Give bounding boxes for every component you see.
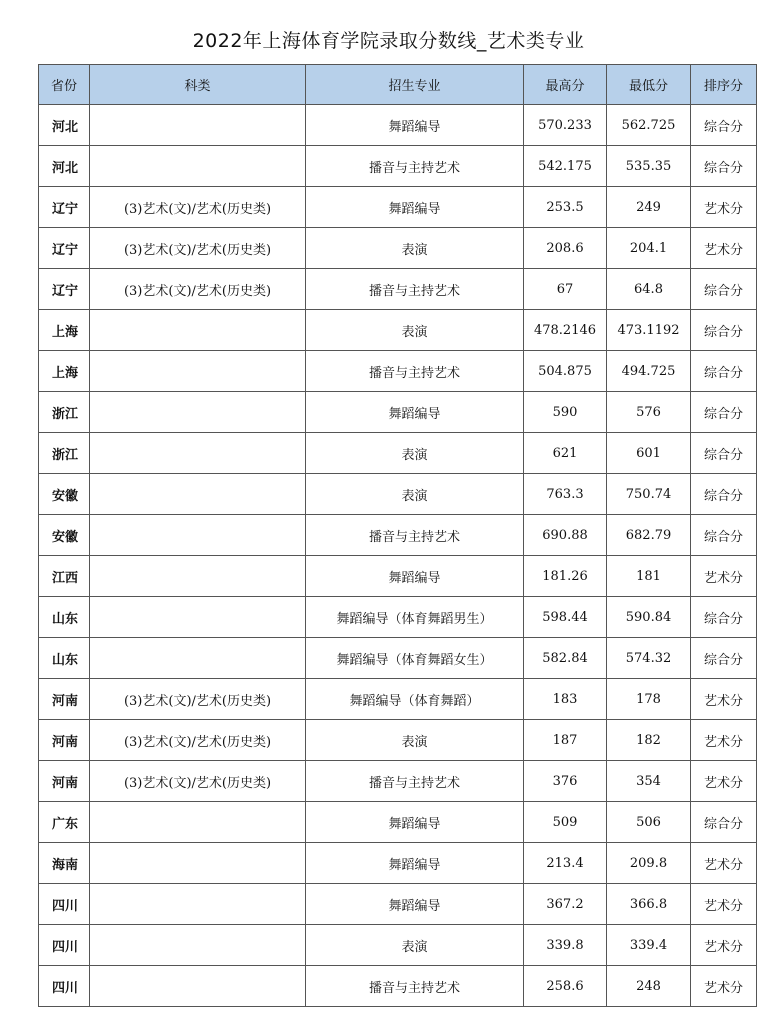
province-cell: 广东 — [39, 802, 90, 843]
table-row — [39, 515, 757, 556]
subject-cell — [90, 392, 306, 433]
major-cell: 播音与主持艺术 — [306, 269, 524, 310]
ranking-score-cell: 艺术分 — [691, 925, 757, 966]
table-row — [39, 269, 757, 310]
ranking-score-cell: 综合分 — [691, 433, 757, 474]
min-score-cell: 750.74 — [607, 474, 691, 515]
column-header-max-score: 最高分 — [524, 65, 607, 105]
major-cell: 播音与主持艺术 — [306, 515, 524, 556]
province-cell: 山东 — [39, 638, 90, 679]
subject-cell: (3)艺术(文)/艺术(历史类) — [90, 679, 306, 720]
ranking-score-cell: 艺术分 — [691, 966, 757, 1007]
subject-cell: (3)艺术(文)/艺术(历史类) — [90, 720, 306, 761]
page-title: 2022年上海体育学院录取分数线_艺术类专业 — [192, 30, 585, 52]
max-score-cell: 67 — [524, 269, 607, 310]
max-score-cell: 598.44 — [524, 597, 607, 638]
subject-cell — [90, 843, 306, 884]
min-score-cell: 181 — [607, 556, 691, 597]
column-header-min-score: 最低分 — [607, 65, 691, 105]
major-cell: 舞蹈编导 — [306, 843, 524, 884]
subject-cell — [90, 884, 306, 925]
table-row — [39, 146, 757, 187]
min-score-cell: 601 — [607, 433, 691, 474]
min-score-cell: 682.79 — [607, 515, 691, 556]
max-score-cell: 504.875 — [524, 351, 607, 392]
province-cell: 辽宁 — [39, 269, 90, 310]
min-score-cell: 182 — [607, 720, 691, 761]
table-row — [39, 843, 757, 884]
ranking-score-cell: 综合分 — [691, 269, 757, 310]
max-score-cell: 339.8 — [524, 925, 607, 966]
table-row — [39, 105, 757, 146]
table-row — [39, 187, 757, 228]
province-cell: 海南 — [39, 843, 90, 884]
major-cell: 播音与主持艺术 — [306, 966, 524, 1007]
max-score-cell: 478.2146 — [524, 310, 607, 351]
max-score-cell: 213.4 — [524, 843, 607, 884]
min-score-cell: 562.725 — [607, 105, 691, 146]
subject-cell: (3)艺术(文)/艺术(历史类) — [90, 228, 306, 269]
subject-cell — [90, 515, 306, 556]
province-cell: 浙江 — [39, 433, 90, 474]
max-score-cell: 208.6 — [524, 228, 607, 269]
major-cell: 舞蹈编导（体育舞蹈男生） — [306, 597, 524, 638]
table-row — [39, 310, 757, 351]
ranking-score-cell: 综合分 — [691, 310, 757, 351]
province-cell: 辽宁 — [39, 228, 90, 269]
subject-cell — [90, 105, 306, 146]
min-score-cell: 339.4 — [607, 925, 691, 966]
min-score-cell: 366.8 — [607, 884, 691, 925]
table-header-row — [39, 65, 757, 105]
ranking-score-cell: 艺术分 — [691, 679, 757, 720]
min-score-cell: 574.32 — [607, 638, 691, 679]
max-score-cell: 258.6 — [524, 966, 607, 1007]
major-cell: 表演 — [306, 925, 524, 966]
ranking-score-cell: 综合分 — [691, 597, 757, 638]
admission-scores-table — [38, 64, 757, 1007]
ranking-score-cell: 综合分 — [691, 146, 757, 187]
province-cell: 江西 — [39, 556, 90, 597]
max-score-cell: 509 — [524, 802, 607, 843]
min-score-cell: 64.8 — [607, 269, 691, 310]
subject-cell — [90, 310, 306, 351]
column-header-ranking-score: 排序分 — [691, 65, 757, 105]
major-cell: 表演 — [306, 228, 524, 269]
major-cell: 舞蹈编导 — [306, 187, 524, 228]
table-row — [39, 474, 757, 515]
min-score-cell: 576 — [607, 392, 691, 433]
province-cell: 四川 — [39, 884, 90, 925]
major-cell: 舞蹈编导（体育舞蹈） — [306, 679, 524, 720]
table-row — [39, 351, 757, 392]
max-score-cell: 763.3 — [524, 474, 607, 515]
table-row — [39, 638, 757, 679]
min-score-cell: 494.725 — [607, 351, 691, 392]
subject-cell — [90, 925, 306, 966]
table-row — [39, 392, 757, 433]
min-score-cell: 535.35 — [607, 146, 691, 187]
ranking-score-cell: 综合分 — [691, 515, 757, 556]
major-cell: 表演 — [306, 433, 524, 474]
table-row — [39, 556, 757, 597]
table-row — [39, 597, 757, 638]
province-cell: 河南 — [39, 761, 90, 802]
max-score-cell: 570.233 — [524, 105, 607, 146]
subject-cell: (3)艺术(文)/艺术(历史类) — [90, 269, 306, 310]
table-row — [39, 925, 757, 966]
province-cell: 上海 — [39, 310, 90, 351]
ranking-score-cell: 综合分 — [691, 638, 757, 679]
province-cell: 安徽 — [39, 515, 90, 556]
min-score-cell: 209.8 — [607, 843, 691, 884]
subject-cell — [90, 597, 306, 638]
max-score-cell: 582.84 — [524, 638, 607, 679]
major-cell: 播音与主持艺术 — [306, 761, 524, 802]
column-header-major: 招生专业 — [306, 65, 524, 105]
ranking-score-cell: 艺术分 — [691, 187, 757, 228]
province-cell: 安徽 — [39, 474, 90, 515]
major-cell: 表演 — [306, 474, 524, 515]
province-cell: 河南 — [39, 720, 90, 761]
province-cell: 河南 — [39, 679, 90, 720]
max-score-cell: 253.5 — [524, 187, 607, 228]
ranking-score-cell: 艺术分 — [691, 556, 757, 597]
table-row — [39, 966, 757, 1007]
subject-cell — [90, 433, 306, 474]
province-cell: 辽宁 — [39, 187, 90, 228]
major-cell: 舞蹈编导 — [306, 392, 524, 433]
table-body — [39, 105, 757, 1007]
ranking-score-cell: 综合分 — [691, 105, 757, 146]
min-score-cell: 248 — [607, 966, 691, 1007]
ranking-score-cell: 综合分 — [691, 351, 757, 392]
column-header-subject: 科类 — [90, 65, 306, 105]
major-cell: 舞蹈编导 — [306, 556, 524, 597]
ranking-score-cell: 艺术分 — [691, 720, 757, 761]
subject-cell — [90, 638, 306, 679]
province-cell: 山东 — [39, 597, 90, 638]
ranking-score-cell: 艺术分 — [691, 884, 757, 925]
max-score-cell: 542.175 — [524, 146, 607, 187]
ranking-score-cell: 综合分 — [691, 392, 757, 433]
subject-cell — [90, 966, 306, 1007]
min-score-cell: 590.84 — [607, 597, 691, 638]
min-score-cell: 506 — [607, 802, 691, 843]
major-cell: 表演 — [306, 310, 524, 351]
subject-cell — [90, 474, 306, 515]
province-cell: 浙江 — [39, 392, 90, 433]
table-row — [39, 228, 757, 269]
province-cell: 四川 — [39, 966, 90, 1007]
min-score-cell: 473.1192 — [607, 310, 691, 351]
column-header-province: 省份 — [39, 65, 90, 105]
max-score-cell: 187 — [524, 720, 607, 761]
major-cell: 播音与主持艺术 — [306, 146, 524, 187]
province-cell: 河北 — [39, 105, 90, 146]
table-row — [39, 884, 757, 925]
max-score-cell: 590 — [524, 392, 607, 433]
max-score-cell: 690.88 — [524, 515, 607, 556]
subject-cell — [90, 351, 306, 392]
max-score-cell: 376 — [524, 761, 607, 802]
min-score-cell: 178 — [607, 679, 691, 720]
major-cell: 表演 — [306, 720, 524, 761]
max-score-cell: 621 — [524, 433, 607, 474]
table-row — [39, 802, 757, 843]
ranking-score-cell: 艺术分 — [691, 843, 757, 884]
table-row — [39, 761, 757, 802]
province-cell: 四川 — [39, 925, 90, 966]
subject-cell: (3)艺术(文)/艺术(历史类) — [90, 761, 306, 802]
major-cell: 播音与主持艺术 — [306, 351, 524, 392]
subject-cell — [90, 146, 306, 187]
min-score-cell: 249 — [607, 187, 691, 228]
province-cell: 河北 — [39, 146, 90, 187]
major-cell: 舞蹈编导 — [306, 105, 524, 146]
province-cell: 上海 — [39, 351, 90, 392]
max-score-cell: 183 — [524, 679, 607, 720]
ranking-score-cell: 艺术分 — [691, 761, 757, 802]
max-score-cell: 181.26 — [524, 556, 607, 597]
ranking-score-cell: 综合分 — [691, 474, 757, 515]
subject-cell: (3)艺术(文)/艺术(历史类) — [90, 187, 306, 228]
major-cell: 舞蹈编导 — [306, 884, 524, 925]
table-row — [39, 433, 757, 474]
table-row — [39, 679, 757, 720]
min-score-cell: 354 — [607, 761, 691, 802]
min-score-cell: 204.1 — [607, 228, 691, 269]
ranking-score-cell: 综合分 — [691, 802, 757, 843]
subject-cell — [90, 802, 306, 843]
max-score-cell: 367.2 — [524, 884, 607, 925]
major-cell: 舞蹈编导（体育舞蹈女生） — [306, 638, 524, 679]
major-cell: 舞蹈编导 — [306, 802, 524, 843]
ranking-score-cell: 艺术分 — [691, 228, 757, 269]
table-row — [39, 720, 757, 761]
subject-cell — [90, 556, 306, 597]
